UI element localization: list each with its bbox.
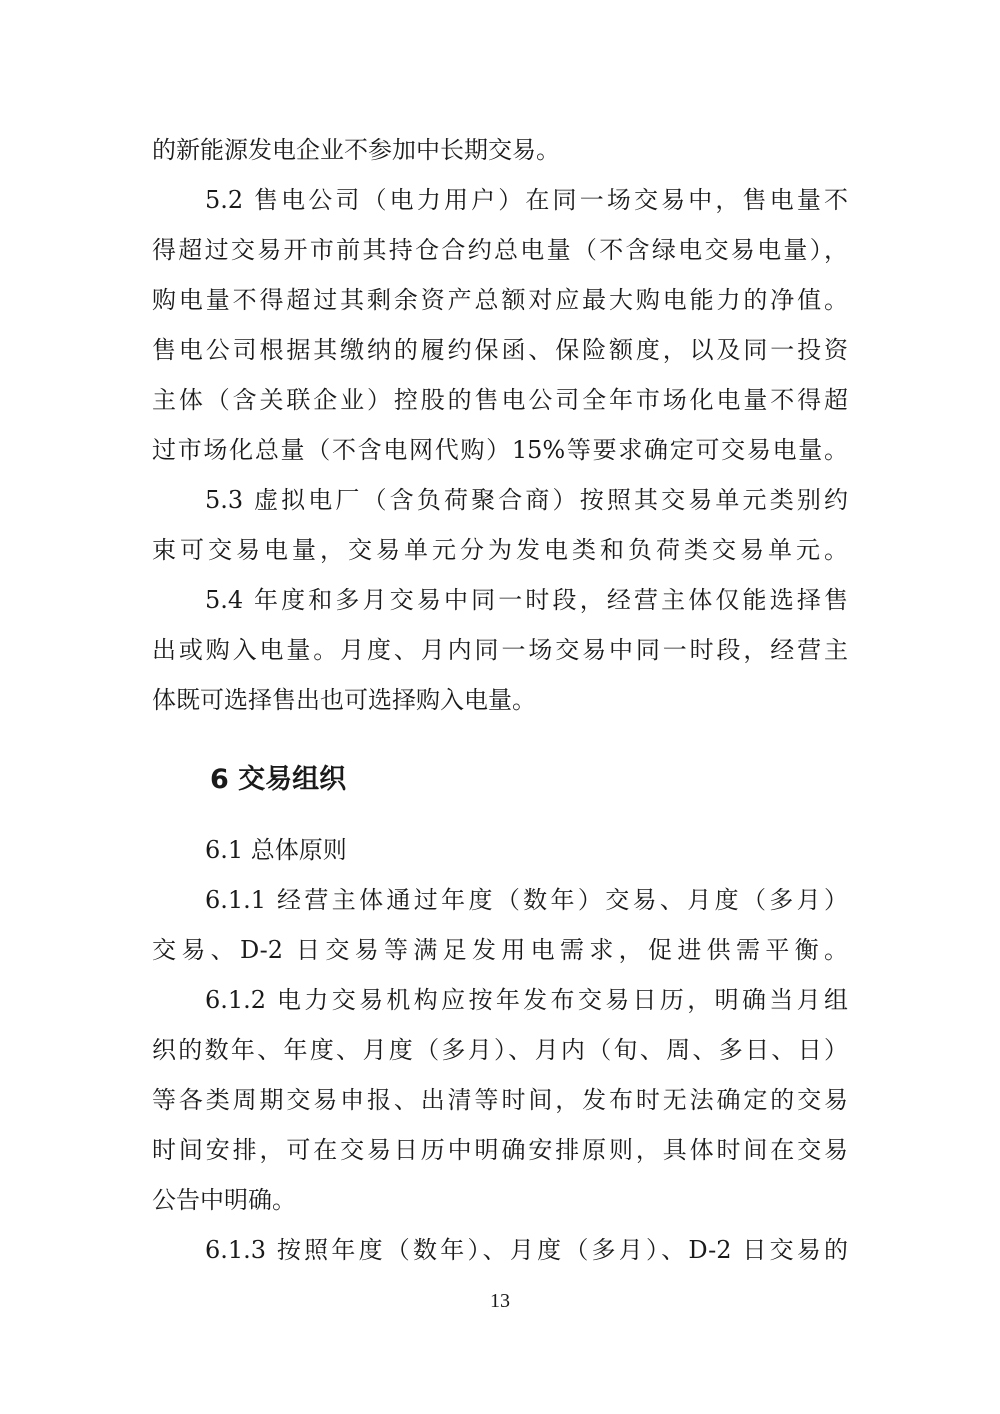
text-line: 5.2 售电公司（电力用户）在同一场交易中，售电量不	[205, 186, 848, 214]
section-heading: 6 交易组织	[210, 764, 347, 795]
text-line: 售电公司根据其缴纳的履约保函、保险额度，以及同一投资	[152, 336, 848, 364]
text-line: 购电量不得超过其剩余资产总额对应最大购电能力的净值。	[152, 286, 848, 314]
text-line: 的新能源发电企业不参加中长期交易。	[152, 136, 560, 164]
text-line: 主体（含关联企业）控股的售电公司全年市场化电量不得超	[152, 386, 848, 414]
text-line: 6.1.2 电力交易机构应按年发布交易日历，明确当月组	[205, 986, 848, 1014]
text-line: 得超过交易开市前其持仓合约总电量（不含绿电交易电量），	[152, 236, 848, 264]
text-line: 公告中明确。	[152, 1186, 296, 1214]
text-line: 等各类周期交易申报、出清等时间，发布时无法确定的交易	[152, 1086, 848, 1114]
text-line: 体既可选择售出也可选择购入电量。	[152, 686, 536, 714]
text-line: 过市场化总量（不含电网代购）15%等要求确定可交易电量。	[152, 436, 848, 464]
text-line: 6.1.3 按照年度（数年）、月度（多月）、D-2 日交易的	[205, 1236, 848, 1264]
page-number: 13	[490, 1290, 510, 1312]
text-line: 交易、D-2 日交易等满足发用电需求，促进供需平衡。	[152, 936, 848, 964]
text-line: 织的数年、年度、月度（多月）、月内（旬、周、多日、日）	[152, 1036, 848, 1064]
text-line: 6.1.1 经营主体通过年度（数年）交易、月度（多月）	[205, 886, 848, 914]
text-line: 5.3 虚拟电厂（含负荷聚合商）按照其交易单元类别约	[205, 486, 848, 514]
text-line: 时间安排，可在交易日历中明确安排原则，具体时间在交易	[152, 1136, 848, 1164]
text-line: 5.4 年度和多月交易中同一时段，经营主体仅能选择售	[205, 586, 848, 614]
text-line: 出或购入电量。月度、月内同一场交易中同一时段，经营主	[152, 636, 848, 664]
text-line: 束可交易电量，交易单元分为发电类和负荷类交易单元。	[152, 536, 848, 564]
subsection-heading: 6.1 总体原则	[205, 836, 347, 864]
